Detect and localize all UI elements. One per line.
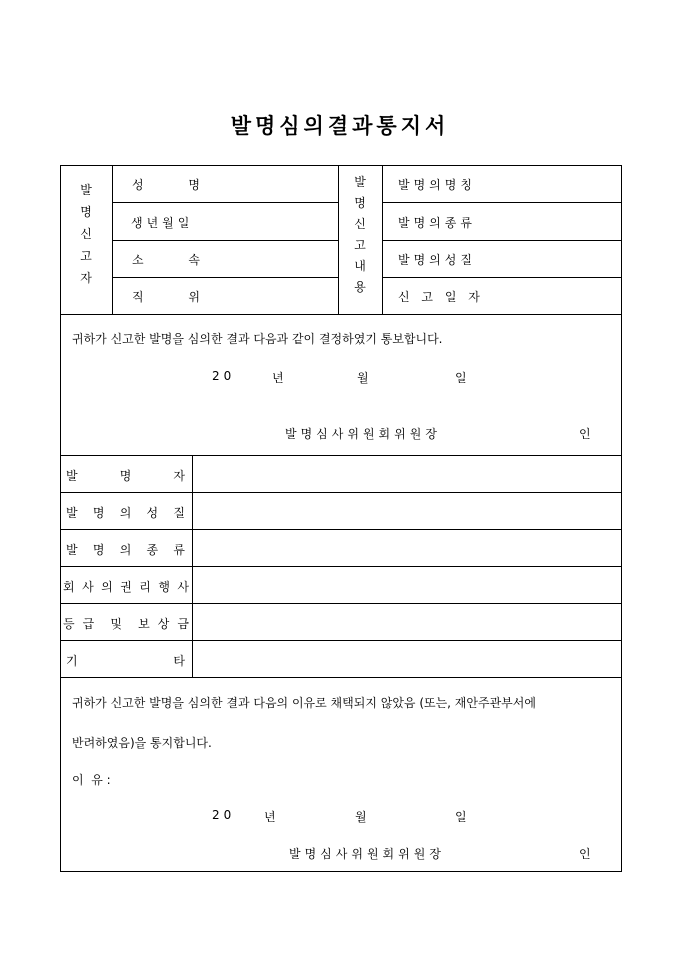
rejection-statement-line2: 반려하였음)을 통지합니다. (72, 736, 212, 750)
divider (112, 165, 113, 314)
detail-type-label: 발 명 의 종 류 (66, 543, 185, 557)
rejection-signer: 발명심사위원회위원장 (289, 847, 445, 861)
rejection-month-unit: 월 (355, 810, 367, 824)
divider (60, 640, 622, 641)
divider (60, 492, 622, 493)
detail-rights-label: 회 사 의 권 리 행 사 (63, 580, 189, 594)
divider (112, 277, 338, 278)
rejection-seal: 인 (579, 847, 591, 861)
divider (112, 202, 338, 203)
divider (382, 240, 622, 241)
divider (338, 165, 339, 314)
divider (382, 202, 622, 203)
rejection-year-unit: 년 (264, 810, 276, 824)
reporter-affiliation-label: 소 속 (132, 253, 200, 267)
content-section-label: 발 명 신 고 내 용 (354, 175, 366, 294)
divider (60, 566, 622, 567)
report-date-label: 신 고 일 자 (398, 290, 484, 304)
page-title: 발명심의결과통지서 (230, 113, 450, 138)
approval-statement: 귀하가 신고한 발명을 심의한 결과 다음과 같이 결정하였기 통보합니다. (72, 332, 443, 346)
divider (60, 677, 622, 678)
approval-day-unit: 일 (455, 371, 467, 385)
detail-grade-label: 등 급 및 보 상 금 (63, 617, 189, 631)
approval-year-unit: 년 (272, 371, 284, 385)
divider (112, 240, 338, 241)
reporter-name-label: 성 명 (132, 178, 200, 192)
rejection-reason-label: 이 유 : (72, 773, 111, 787)
approval-signer: 발명심사위원회위원장 (285, 427, 441, 441)
reporter-section-label: 발 명 신 고 자 (80, 183, 92, 285)
detail-other-label: 기 타 (66, 654, 185, 668)
invention-title-label: 발명의명칭 (398, 178, 476, 192)
divider (382, 165, 383, 314)
rejection-day-unit: 일 (455, 810, 467, 824)
divider (382, 277, 622, 278)
divider (60, 314, 622, 315)
reporter-birthdate-label: 생년월일 (131, 216, 194, 230)
divider (60, 455, 622, 456)
rejection-statement-line1: 귀하가 신고한 발명을 심의한 결과 다음의 이유로 채택되지 않았음 (또는, 재안주관부서에 (72, 696, 536, 710)
rejection-year: 20 (212, 808, 236, 822)
detail-nature-label: 발 명 의 성 질 (66, 506, 185, 520)
approval-month-unit: 월 (357, 371, 369, 385)
invention-type-label: 발명의종류 (398, 216, 476, 230)
divider (60, 529, 622, 530)
approval-seal: 인 (579, 427, 591, 441)
invention-nature-label: 발명의성질 (398, 253, 476, 267)
reporter-position-label: 직 위 (132, 290, 200, 304)
divider (192, 455, 193, 677)
detail-inventor-label: 발 명 자 (66, 469, 185, 483)
approval-year: 20 (212, 369, 236, 383)
divider (60, 603, 622, 604)
